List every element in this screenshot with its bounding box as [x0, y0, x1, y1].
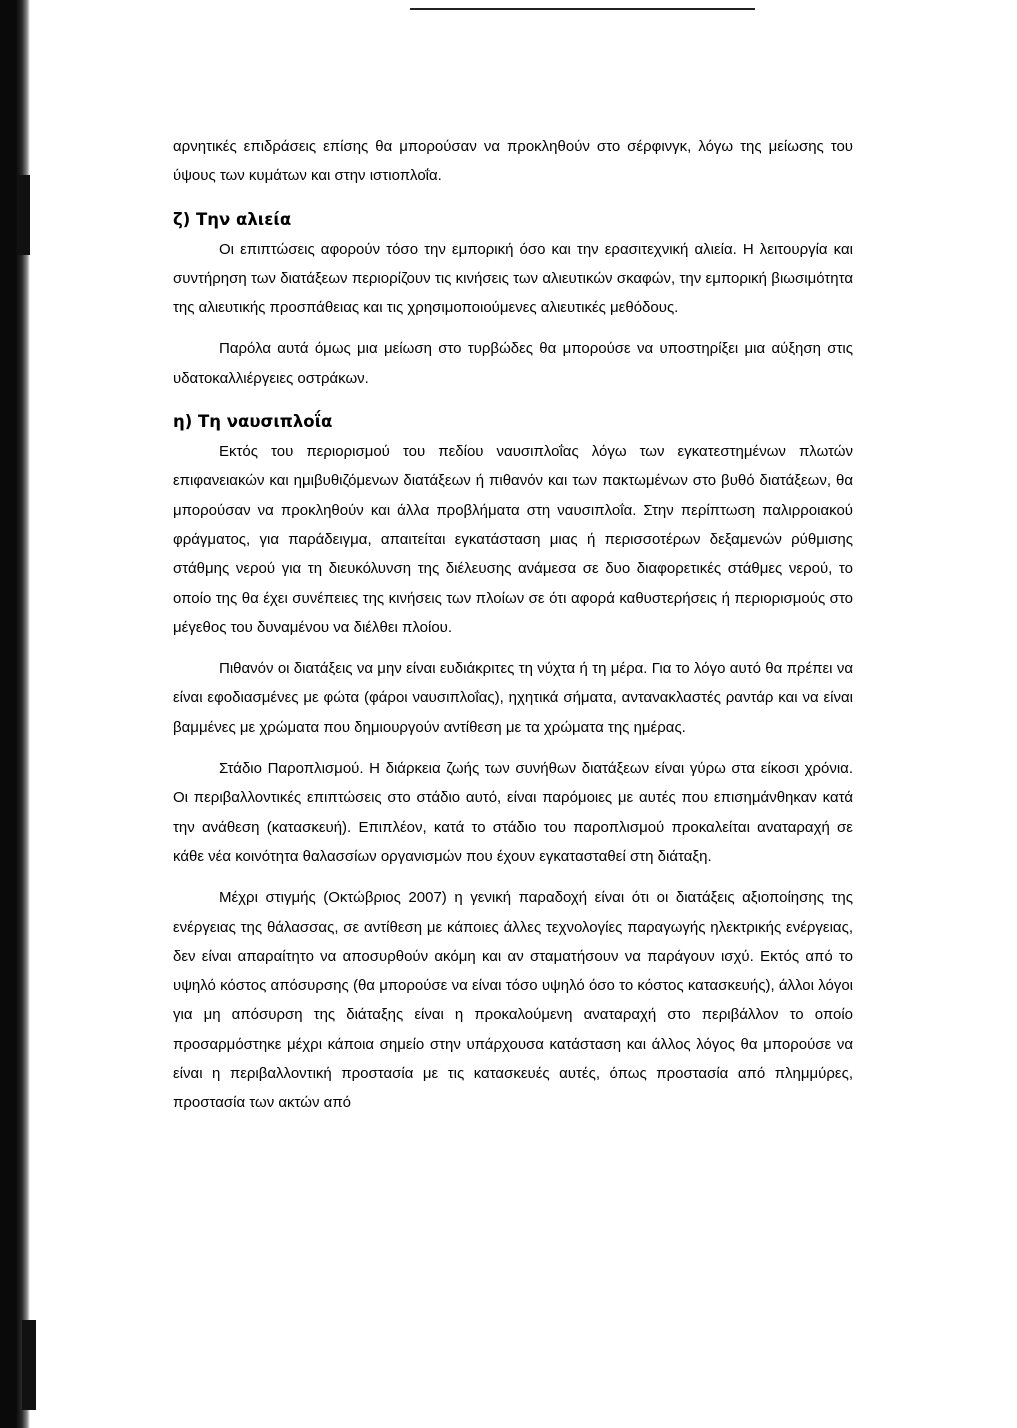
section-heading-fishing: ζ) Την αλιεία: [173, 209, 292, 229]
paragraph-visibility: Πιθανόν οι διατάξεις να μην είναι ευδιάκριτες τη νύχτα ή τη μέρα. Για το λόγο αυτό θα πρέπει να είναι εφοδιασμένες με φώτα (φάροι ναυσιπλοΐας), ηχητικά σήματα, αντανακλαστές ραντάρ και να είναι βαμμένες με χρώματα που δημιουργούν αντίθεση με τα χρώματα της ημέρας.: [173, 660, 853, 736]
paragraph-turbidity: Παρόλα αυτά όμως μια μείωση στο τυρβώδες θα μπορούσε να υποστηρίξει μια αύξηση στις υδατοκαλλιέργειες οστράκων.: [173, 340, 853, 387]
scan-edge-mark: [18, 175, 30, 255]
paragraph-conclusion: Μέχρι στιγμής (Οκτώβριος 2007) η γενική παραδοχή είναι ότι οι διατάξεις αξιοποίησης της ενέργειας της θάλασσας, σε αντίθεση με κάποιες άλλες τεχνολογίες παραγωγής ηλεκτρικής ενέργειας, δεν είναι απαραίτητο να αποσυρθούν ακόμη και αν σταματήσουν να παράγουν ισχύ. Εκτός από το υψηλό κόστος απόσυρσης (θα μπορούσε να είναι τόσο υψηλό όσο το κόστος κατασκευής), άλλοι λόγοι για μη απόσυρση της διάταξης είναι η προκαλούμενη αναταραχή στο περιβάλλον το οποίο προσαρμόστηκε μέχρι κάποια σημείο στην υπάρχουσα κατάσταση και άλλος λόγος θα μπορούσε να είναι η περιβαλλοντική προστασία με τις κατασκευές αυτές, όπως προστασία από πλημμύρες, προστασία των ακτών από: [173, 889, 853, 1112]
paragraph-fishing: Οι επιπτώσεις αφορούν τόσο την εμπορική όσο και την ερασιτεχνική αλιεία. Η λειτουργία και συντήρηση των διατάξεων περιορίζουν τις κινήσεις των αλιευτικών σκαφών, την εμπορική βιωσιμότητα της αλιευτικής προσπάθειας και τις χρησιμοποιούμενες αλιευτικές μεθόδους.: [173, 240, 853, 317]
paragraph-decommissioning: Στάδιο Παροπλισμού. Η διάρκεια ζωής των συνήθων διατάξεων είναι γύρω στα είκοσι χρόνια. Οι περιβαλλοντικές επιπτώσεις στο στάδιο αυτό, είναι παρόμοιες με αυτές που επισημάνθηκαν κατά την ανάθεση (κατασκευή). Επιπλέον, κατά το στάδιο του παροπλισμού προκαλείται αναταραχή σε κάθε νέα κοινότητα θαλασσίων οργανισμών που έχουν εγκατασταθεί στη διάταξη.: [173, 760, 853, 865]
scan-top-line: [410, 8, 755, 10]
paragraph-navigation: Εκτός του περιορισμού του πεδίου ναυσιπλοΐας λόγω των εγκατεστημένων πλωτών επιφανειακών και ημιβυθιζόμενων διατάξεων ή πιθανόν και των πακτωμένων στο βυθό διατάξεων, θα μπορούσαν να προκληθούν και άλλα προβλήματα στη ναυσιπλοΐα. Στην περίπτωση παλιρροιακού φράγματος, για παράδειγμα, απαιτείται εγκατάσταση μιας ή περισσοτέρων δεξαμενών ρύθμισης στάθμης νερού για τη διευκόλυνση της διέλευσης ανάμεσα σε δυο διαφορετικές στάθμες νερού, το οποίο της θα έχει συνέπειες της κινήσεις των πλοίων σε ότι αφορά καθυστερήσεις ή περιορισμούς στο μέγεθος του δυναμένου να διέλθει πλοίου.: [173, 443, 853, 636]
section-heading-navigation: η) Τη ναυσιπλοΐα: [173, 412, 333, 432]
document-page: [173, 132, 853, 1118]
paragraph-intro: αρνητικές επιδράσεις επίσης θα μπορούσαν να προκληθούν στο σέρφινγκ, λόγω της μείωσης του ύψους των κυμάτων και στην ιστιοπλοΐα.: [173, 138, 853, 185]
scan-edge-mark: [22, 1320, 36, 1410]
